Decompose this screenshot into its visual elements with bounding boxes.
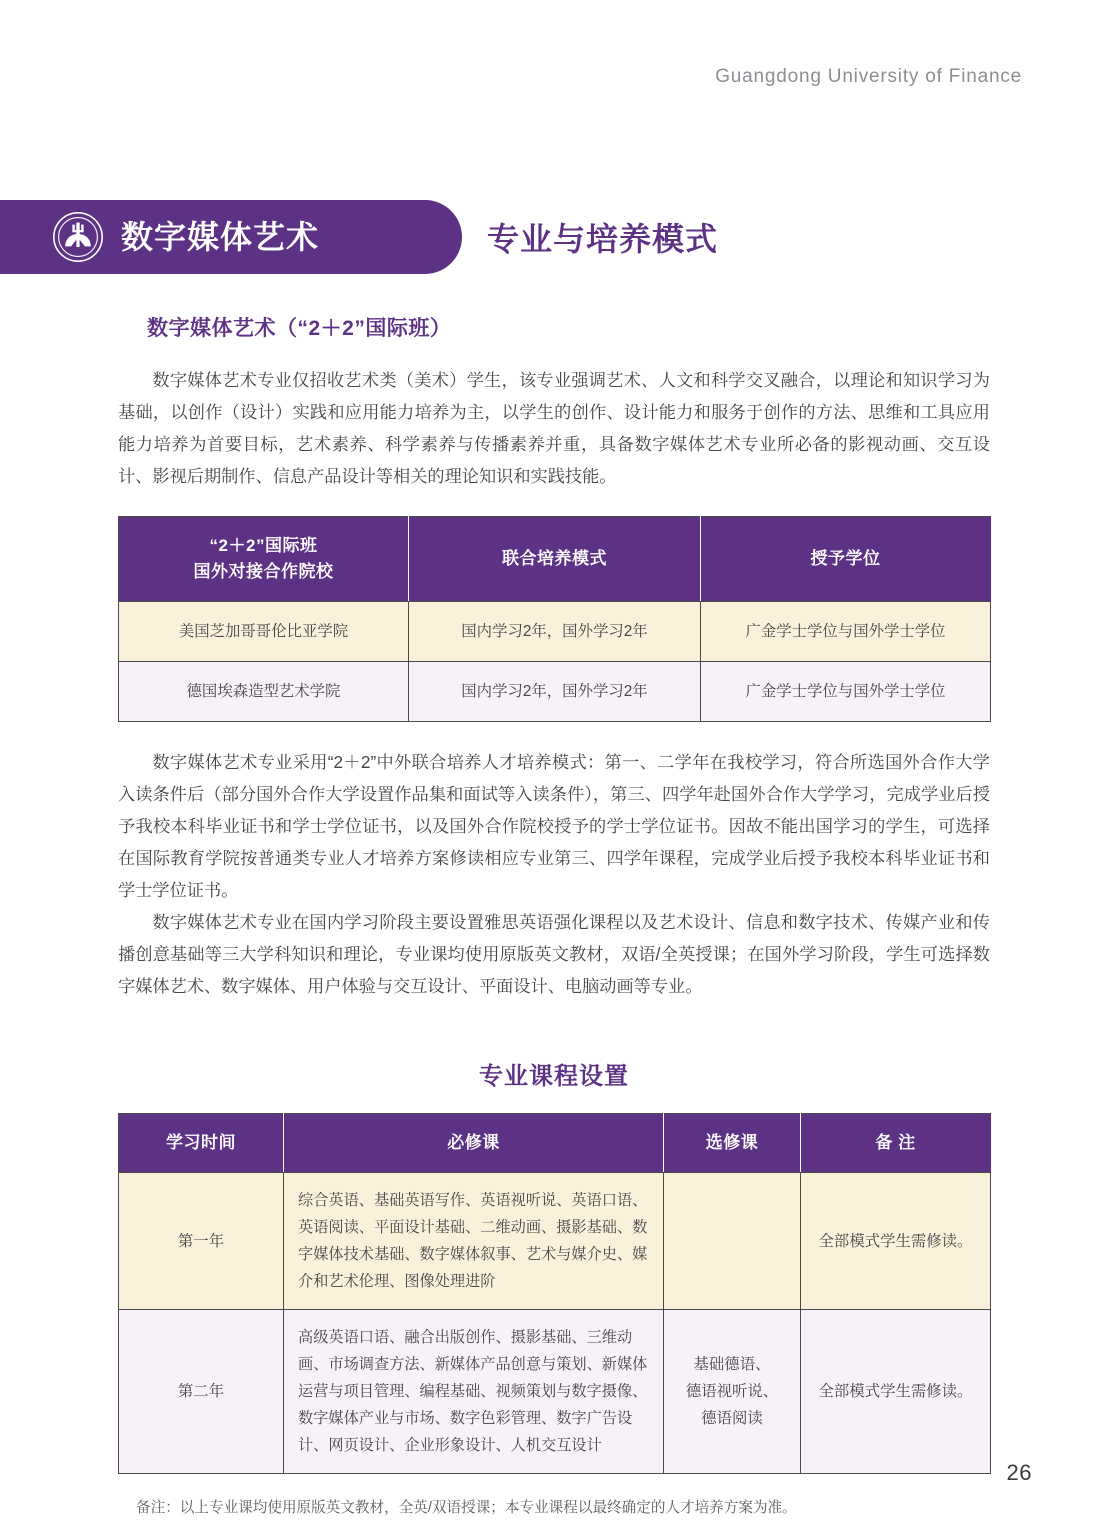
cell-degree: 广金学士学位与国外学士学位	[701, 662, 991, 722]
partner-institutions-table	[118, 516, 991, 722]
header-line-1: “2＋2”国际班	[209, 536, 318, 555]
column-header-training-mode: 联合培养模式	[409, 517, 701, 602]
cell-elective-courses	[664, 1310, 801, 1474]
cell-elective-courses	[664, 1173, 801, 1310]
column-header-elective-courses: 选修课	[664, 1114, 801, 1173]
cell-study-time: 第一年	[119, 1173, 284, 1310]
banner-section-title: 专业与培养模式	[487, 221, 719, 257]
curriculum-overview-paragraph: 数字媒体艺术专业在国内学习阶段主要设置雅思英语强化课程以及艺术设计、信息和数字技术、传媒产业和传播创意基础等三大学科知识和理论，专业课均使用原版英文教材，双语/全英授课；在国外学习阶段，学生可选择数字媒体艺术、数字媒体、用户体验与交互设计、平面设计、电脑动画等专业。	[118, 912, 990, 996]
table-header-row	[119, 517, 991, 602]
column-header-study-time: 学习时间	[119, 1114, 284, 1173]
section-banner	[0, 200, 1118, 274]
page-content	[118, 312, 990, 1520]
header-line-2: 国外对接合作院校	[193, 562, 334, 581]
curriculum-table	[118, 1113, 991, 1474]
cell-study-time: 第二年	[119, 1310, 284, 1474]
banner-pill	[0, 200, 462, 274]
page-header-university-name: Guangdong University of Finance	[715, 66, 1022, 87]
university-emblem-icon	[52, 211, 104, 263]
cell-remark: 全部模式学生需修读。	[801, 1310, 991, 1474]
section-heading: 数字媒体艺术（“2＋2”国际班）	[147, 317, 452, 340]
column-header-required-courses: 必修课	[284, 1114, 664, 1173]
column-header-remark: 备 注	[801, 1114, 991, 1173]
curriculum-footnote: 备注：以上专业课均使用原版英文教材，全英/双语授课；本专业课程以最终确定的人才培养方案为准。	[136, 1500, 797, 1516]
elective-line-2: 德语视听说、	[685, 1383, 779, 1400]
page-number: 26	[1006, 1460, 1032, 1485]
column-header-degree-awarded: 授予学位	[701, 517, 991, 602]
intro-paragraph: 数字媒体艺术专业仅招收艺术类（美术）学生，该专业强调艺术、人文和科学交叉融合，以理论和知识学习为基础，以创作（设计）实践和应用能力培养为主，以学生的创作、设计能力和服务于创作的方法、思维和工具应用能力培养为首要目标，艺术素养、科学素养与传播素养并重，具备数字媒体艺术专业所必备的影视动画、交互设计、影视后期制作、信息产品设计等相关的理论知识和实践技能。	[118, 370, 990, 486]
courses-section-title: 专业课程设置	[479, 1063, 629, 1090]
cell-degree: 广金学士学位与国外学士学位	[701, 602, 991, 662]
table-row	[119, 1173, 991, 1310]
table-header-row	[119, 1114, 991, 1173]
table-row	[119, 1310, 991, 1474]
cell-mode: 国内学习2年，国外学习2年	[409, 602, 701, 662]
cell-school: 德国埃森造型艺术学院	[119, 662, 409, 722]
banner-program-title: 数字媒体艺术	[121, 219, 320, 255]
cell-required-courses: 综合英语、基础英语写作、英语视听说、英语口语、英语阅读、平面设计基础、二维动画、摄影基础、数字媒体技术基础、数字媒体叙事、艺术与媒介史、媒介和艺术伦理、图像处理进阶	[284, 1173, 664, 1310]
elective-line-1: 基础德语、	[693, 1356, 771, 1373]
cell-mode: 国内学习2年，国外学习2年	[409, 662, 701, 722]
column-header-partner-school	[119, 517, 409, 602]
cell-remark: 全部模式学生需修读。	[801, 1173, 991, 1310]
cell-required-courses: 高级英语口语、融合出版创作、摄影基础、三维动画、市场调查方法、新媒体产品创意与策划、新媒体运营与项目管理、编程基础、视频策划与数字摄像、数字媒体产业与市场、数字色彩管理、数字广告设计、网页设计、企业形象设计、人机交互设计	[284, 1310, 664, 1474]
elective-line-3: 德语阅读	[701, 1410, 763, 1427]
training-model-paragraph: 数字媒体艺术专业采用“2＋2”中外联合培养人才培养模式：第一、二学年在我校学习，符合所选国外合作大学入读条件后（部分国外合作大学设置作品集和面试等入读条件），第三、四学年赴国外合作大学学习，完成学业后授予我校本科毕业证书和学士学位证书，以及国外合作院校授予的学士学位证书。因故不能出国学习的学生，可选择在国际教育学院按普通类专业人才培养方案修读相应专业第三、四学年课程，完成学业后授予我校本科毕业证书和学士学位证书。	[118, 752, 990, 900]
table-row	[119, 662, 991, 722]
cell-school: 美国芝加哥哥伦比亚学院	[119, 602, 409, 662]
table-row	[119, 602, 991, 662]
